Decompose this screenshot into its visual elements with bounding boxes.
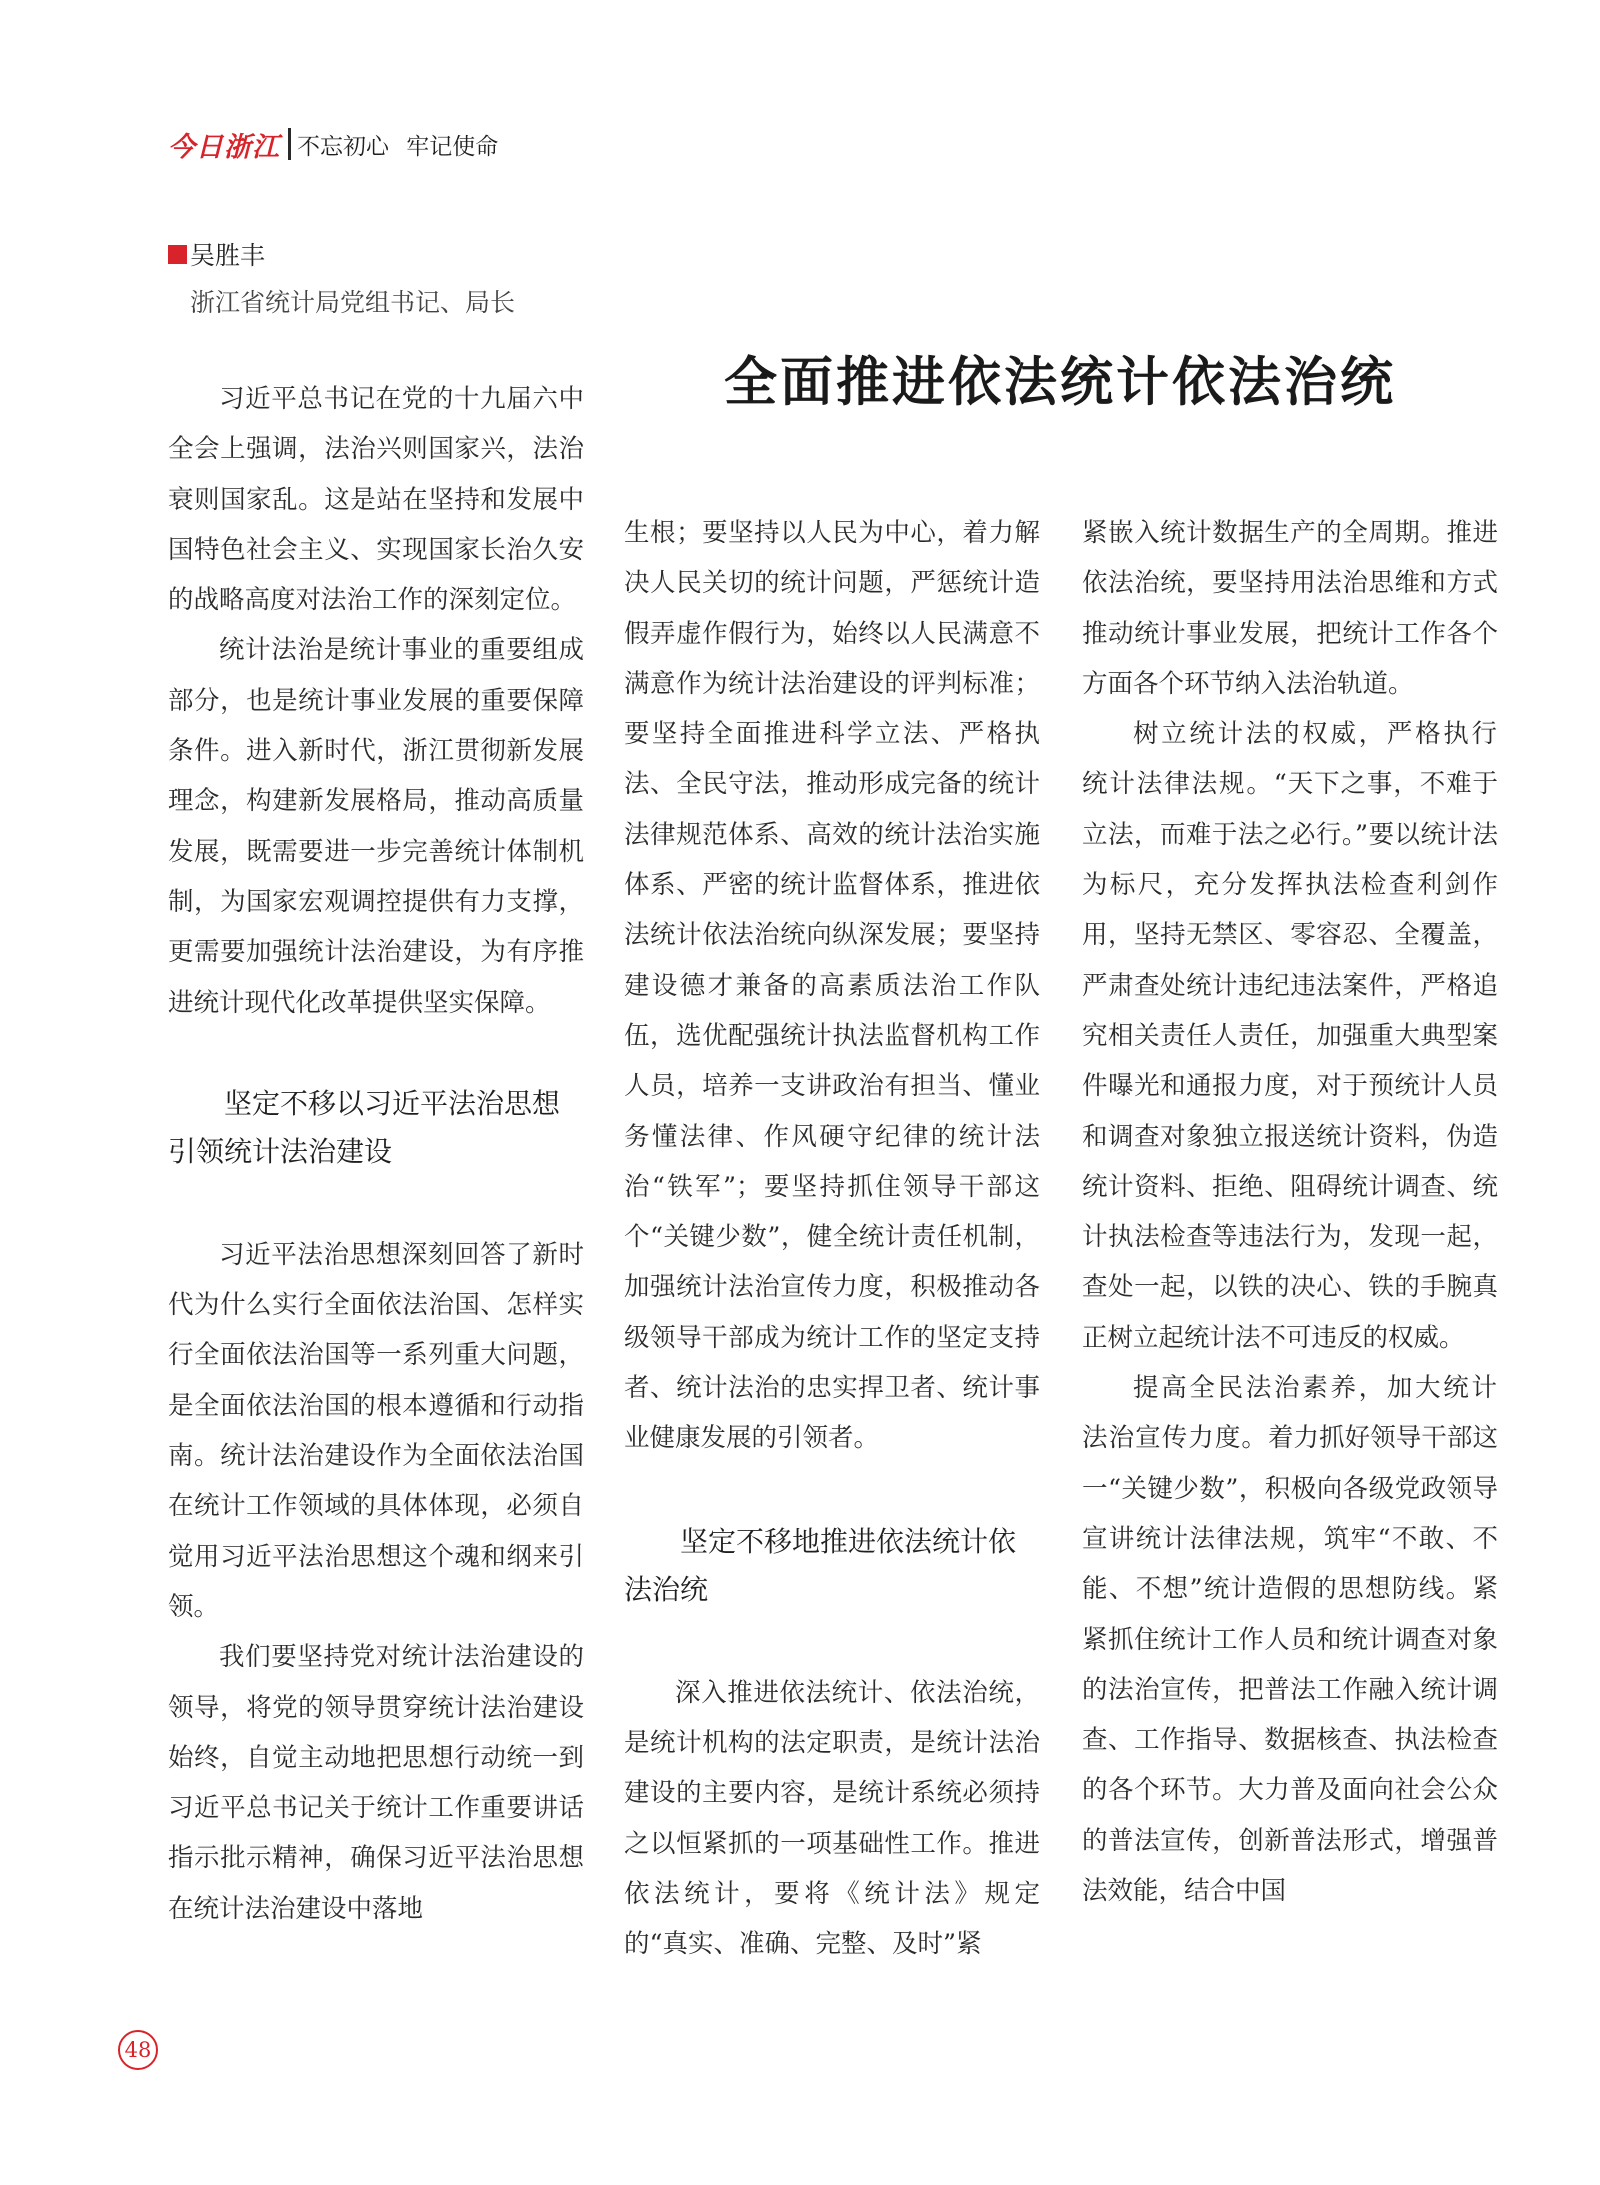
paragraph-body: 着力抓好领导干部这一“关键少数”，积极向各级党政领导宣讲统计法律法规，筑牢“不敢、不能、不想”统计造假的思想防线。紧紧抓住统计工作人员和统计调查对象的法治宣传，把普法工作融入统计调查、工作指导、数据核查、执法检查的各个环节。大力普及面向社会公众的普法宣传，创新普法形式，增强普法效能，结合中国 (1082, 1423, 1498, 1907)
section-heading: 坚定不移地推进依法统计依法治统 (624, 1524, 1017, 1606)
paragraph: 紧嵌入统计数据生产的全周期。推进依法治统，要坚持用法治思维和方式推动统计事业发展，把统计工作各个方面各个环节纳入法治轨道。 (1082, 518, 1498, 699)
page-number: 48 (118, 2030, 158, 2070)
header-divider (288, 128, 291, 160)
paragraph: 深入推进依法统计、依法治统，是统计机构的法定职责，是统计法治建设的主要内容，是统计系统必须持之以恒紧抓的一项基础性工作。推进依法统计，要将《统计法》规定的“真实、准确、完整、及时”紧 (624, 1677, 1040, 1960)
text-column-3 (1082, 508, 1498, 1916)
header-slogan: 不忘初心 牢记使命 (297, 133, 499, 160)
paragraph (1082, 1363, 1498, 1916)
paragraph-body: “天下之事，不难于立法，而难于法之必行。”要以统计法为标尺，充分发挥执法检查利剑作用，坚持无禁区、零容忍、全覆盖，严肃查处统计违纪违法案件，严格追究相关责任人责任，加强重大典型案件曝光和通报力度，对于预统计人员和调查对象独立报送统计资料，伪造统计资料、拒绝、阻碍统计调查、统计执法检查等违法行为，发现一起，查处一起，以铁的决心、铁的手腕真正树立起统计法不可违反的权威。 (1082, 769, 1498, 1353)
paragraph: 习近平总书记在党的十九届六中全会上强调，法治兴则国家兴，法治衰则国家乱。这是站在坚持和发展中国特色社会主义、实现国家长治久安的战略高度对法治工作的深刻定位。 (168, 384, 584, 616)
author-name: 吴胜丰 (190, 241, 266, 270)
author-marker-icon (168, 245, 187, 264)
paragraph (1082, 709, 1498, 1363)
page-header (168, 124, 498, 164)
paragraph: 生根；要坚持以人民为中心，着力解决人民关切的统计问题，严惩统计造假弄虚作假行为，始终以人民满意不满意作为统计法治建设的评判标准；要坚持全面推进科学立法、严格执法、全民守法，推动形成完备的统计法律规范体系、高效的统计法治实施体系、严密的统计监督体系，推进依法统计依法治统向纵深发展；要坚持建设德才兼备的高素质法治工作队伍，选优配强统计执法监督机构工作人员，培养一支讲政治有担当、懂业务懂法律、作风硬守纪律的统计法治“铁军”；要坚持抓住领导干部这个“关键少数”，健全统计责任机制，加强统计法治宣传力度，积极推动各级领导干部成为统计工作的坚定支持者、统计法治的忠实捍卫者、统计事业健康发展的引领者。 (624, 518, 1040, 1454)
paragraph-lead: 树立统计法的权威，严格执行统计法律法规。 (1082, 719, 1498, 800)
text-column-2 (624, 508, 1040, 1969)
section-heading: 坚定不移以习近平法治思想引领统计法治建设 (168, 1086, 561, 1168)
author-title: 浙江省统计局党组书记、局长 (190, 288, 516, 317)
brand-logo: 今日浙江 (168, 131, 280, 163)
paragraph-lead: 提高全民法治素养，加大统计法治宣传力度。 (1082, 1373, 1498, 1454)
paragraph: 统计法治是统计事业的重要组成部分，也是统计事业发展的重要保障条件。进入新时代，浙江贯彻新发展理念，构建新发展格局，推动高质量发展，既需要进一步完善统计体制机制，为国家宏观调控提供有力支撑，更需要加强统计法治建设，为有序推进统计现代化改革提供坚实保障。 (168, 635, 584, 1018)
author-byline (168, 236, 265, 272)
paragraph: 习近平法治思想深刻回答了新时代为什么实行全面依法治国、怎样实行全面依法治国等一系列重大问题，是全面依法治国的根本遵循和行动指南。统计法治建设作为全面依法治国在统计工作领域的具体体现，必须自觉用习近平法治思想这个魂和纲来引领。 (168, 1239, 584, 1622)
text-column-1 (168, 374, 584, 1934)
paragraph: 我们要坚持党对统计法治建设的领导，将党的领导贯穿统计法治建设始终，自觉主动地把思想行动统一到习近平总书记关于统计工作重要讲话指示批示精神，确保习近平法治思想在统计法治建设中落地 (168, 1642, 584, 1924)
article-title: 全面推进依法统计依法治统 (724, 351, 1396, 413)
